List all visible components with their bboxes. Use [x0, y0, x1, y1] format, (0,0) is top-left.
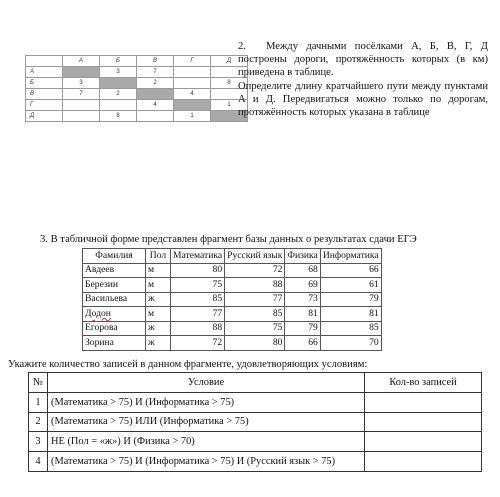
- condition-number: 2: [29, 412, 48, 432]
- distance-cell: 8: [100, 111, 137, 122]
- distance-cell-diagonal: [63, 67, 100, 78]
- conditions-header-num: №: [29, 373, 48, 393]
- score-cell: 88: [225, 278, 285, 293]
- table-row: [83, 263, 382, 278]
- distance-cell: 3: [100, 67, 137, 78]
- distance-table-header-row: [26, 56, 248, 67]
- score-cell: 79: [285, 321, 320, 336]
- task3-heading: 3. В табличной форме представлен фрагмент базы данных о результатах сдачи ЕГЭ: [40, 234, 417, 245]
- condition-number: 4: [29, 452, 48, 472]
- distance-row-label: А: [26, 67, 63, 78]
- distance-cell: [137, 111, 174, 122]
- distance-row-label: Д: [26, 111, 63, 122]
- answer-field[interactable]: [365, 412, 482, 432]
- score-cell: 88: [171, 321, 225, 336]
- distance-cell: [100, 100, 137, 111]
- surname-cell: Березин: [83, 278, 146, 293]
- distance-row-label: Б: [26, 78, 63, 89]
- ege-header-cell: Пол: [146, 249, 171, 264]
- score-cell: 85: [171, 292, 225, 307]
- table-row: [29, 432, 482, 452]
- ege-header-cell: Русский язык: [225, 249, 285, 264]
- table-row: [29, 452, 482, 472]
- conditions-header-count: Кол-во записей: [365, 373, 482, 393]
- score-cell: 79: [320, 292, 381, 307]
- distance-cell: 3: [63, 78, 100, 89]
- ege-results-table: [82, 248, 382, 351]
- sex-cell: ж: [146, 292, 171, 307]
- table-row: [83, 307, 382, 322]
- distance-table-row: [26, 67, 248, 78]
- table-row: [29, 412, 482, 432]
- distance-cell: [174, 67, 211, 78]
- score-cell: 77: [225, 292, 285, 307]
- surname-spellcheck: Додон: [85, 307, 111, 319]
- distance-cell: 2: [137, 78, 174, 89]
- task2-paragraph: [238, 40, 488, 80]
- answer-field[interactable]: [365, 452, 482, 472]
- condition-text: (Математика > 75) ИЛИ (Информатика > 75): [48, 412, 365, 432]
- conditions-table: [28, 372, 482, 472]
- table-row: [29, 392, 482, 412]
- table-row: [83, 278, 382, 293]
- distance-cell: 4: [137, 100, 174, 111]
- answer-field[interactable]: [365, 432, 482, 452]
- score-cell: 72: [171, 336, 225, 351]
- task3-question: Укажите количество записей в данном фрагменте, удовлетворяющих условиям:: [8, 359, 368, 370]
- surname-cell: Авдеев: [83, 263, 146, 278]
- score-cell: 68: [285, 263, 320, 278]
- distance-cell-diagonal: [137, 89, 174, 100]
- score-cell: 66: [320, 263, 381, 278]
- table-row: [83, 336, 382, 351]
- score-cell: 80: [171, 263, 225, 278]
- distance-cell: 2: [100, 89, 137, 100]
- sex-cell: м: [146, 263, 171, 278]
- answer-field[interactable]: [365, 392, 482, 412]
- score-cell: 61: [320, 278, 381, 293]
- score-cell: 75: [225, 321, 285, 336]
- sex-cell: м: [146, 307, 171, 322]
- score-cell: 69: [285, 278, 320, 293]
- conditions-header-row: [29, 373, 482, 393]
- ege-header-cell: Физика: [285, 249, 320, 264]
- sex-cell: м: [146, 278, 171, 293]
- distance-table-header: Г: [174, 56, 211, 67]
- ege-header-row: [83, 249, 382, 264]
- distance-cell: [63, 100, 100, 111]
- task2-paragraph2: Определите длину кратчайшего пути между пунктами А и Д. Передвигаться можно только по дорогам, протяжённость которых указана в таблице: [238, 80, 488, 119]
- surname-cell: Васильева: [83, 292, 146, 307]
- surname-cell: [83, 307, 146, 322]
- distance-cell-diagonal: [100, 78, 137, 89]
- distance-table: [25, 55, 248, 122]
- distance-cell: 4: [174, 89, 211, 100]
- surname-cell: Зорина: [83, 336, 146, 351]
- task2-paragraph1: Между дачными посёлками А, Б, В, Г, Д построены дороги, протяжённость которых (в км) приведена в таблице.: [238, 41, 488, 79]
- score-cell: 73: [285, 292, 320, 307]
- score-cell: 70: [320, 336, 381, 351]
- distance-table-header: Д: [211, 56, 248, 67]
- conditions-header-condition: Условие: [48, 373, 365, 393]
- condition-number: 1: [29, 392, 48, 412]
- sex-cell: ж: [146, 321, 171, 336]
- ege-header-cell: Математика: [171, 249, 225, 264]
- ege-header-cell: Фамилия: [83, 249, 146, 264]
- distance-table-row: [26, 89, 248, 100]
- score-cell: 81: [320, 307, 381, 322]
- distance-table-header: В: [137, 56, 174, 67]
- sex-cell: ж: [146, 336, 171, 351]
- distance-cell: [63, 111, 100, 122]
- condition-text: (Математика > 75) И (Информатика > 75): [48, 392, 365, 412]
- distance-cell-diagonal: [174, 100, 211, 111]
- condition-text: (Математика > 75) И (Информатика > 75) И (Русский язык > 75): [48, 452, 365, 472]
- distance-table-row: [26, 100, 248, 111]
- ege-header-cell: Информатика: [320, 249, 381, 264]
- distance-cell: 1: [211, 100, 248, 111]
- distance-row-label: Г: [26, 100, 63, 111]
- distance-table-header: Б: [100, 56, 137, 67]
- distance-cell: 7: [63, 89, 100, 100]
- score-cell: 75: [171, 278, 225, 293]
- score-cell: 81: [285, 307, 320, 322]
- score-cell: 77: [171, 307, 225, 322]
- distance-table-corner: [26, 56, 63, 67]
- distance-table-row: [26, 111, 248, 122]
- condition-number: 3: [29, 432, 48, 452]
- score-cell: 85: [225, 307, 285, 322]
- distance-cell: 8: [211, 78, 248, 89]
- distance-cell: 1: [174, 111, 211, 122]
- table-row: [83, 292, 382, 307]
- score-cell: 72: [225, 263, 285, 278]
- score-cell: 66: [285, 336, 320, 351]
- distance-table-header: А: [63, 56, 100, 67]
- task2-number: 2.: [238, 41, 246, 52]
- distance-cell: 7: [137, 67, 174, 78]
- condition-text: НЕ (Пол = «ж») И (Физика > 70): [48, 432, 365, 452]
- distance-table-row: [26, 78, 248, 89]
- score-cell: 80: [225, 336, 285, 351]
- table-row: [83, 321, 382, 336]
- score-cell: 85: [320, 321, 381, 336]
- distance-cell: [174, 78, 211, 89]
- task2-text: [238, 40, 488, 119]
- distance-row-label: В: [26, 89, 63, 100]
- surname-cell: Егорова: [83, 321, 146, 336]
